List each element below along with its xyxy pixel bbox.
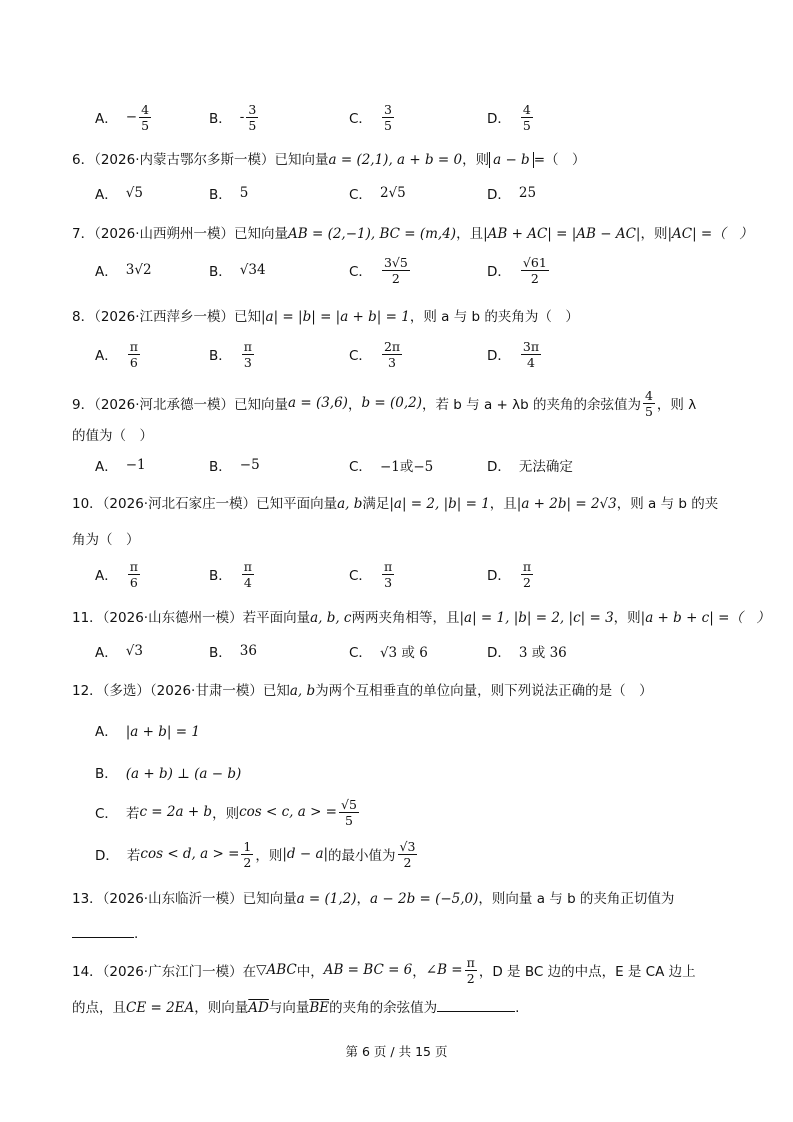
page-footer: 第 6 页 / 共 15 页 (345, 1044, 448, 1059)
question-10: 10．（2026·河北石家庄一模）已知平面向量a, b满足|a| = 2, |b| = 1，且|a + 2b| = 2√3，则 a 与 b 的夹 (72, 496, 719, 512)
q10-option-a[interactable]: A． $\frac{\pi}{6}$ (95, 558, 138, 590)
q11-option-b[interactable]: B． 36 (209, 643, 257, 661)
question-8: 8．（2026·江西萍乡一模）已知|a| = |b| = |a + b| = 1，则 a 与 b 的夹角为（ ） (72, 309, 579, 325)
question-13: 13．（2026·山东临沂一模）已知向量a = (1,2)，a − 2b = (−5,0)，则向量 a 与 b 的夹角正切值为 (72, 891, 675, 907)
question-14-line2: 的点，且CE = 2EA，则向量$\overline{AD}$与向量$\overline{BE}$的夹角的余弦值为 . (72, 1000, 520, 1016)
question-12: 12．（多选）（2026·甘肃一模）已知a, b为两个互相垂直的单位向量，则下列说法正确的是（ ） (72, 683, 653, 699)
q6-options (95, 176, 655, 210)
q9-option-a[interactable]: A． −1 (95, 457, 146, 475)
question-14: 14．（2026·广东江门一模）在 ▽ABC 中， AB = BC = 6 ， ∠B = $\frac{\pi}{2}$ ，D 是 BC 边的中点，E 是 CA 边上 (72, 954, 696, 986)
q9-option-b[interactable]: B． −5 (209, 457, 260, 475)
q12-option-c[interactable]: C． 若 c = 2a + b ，则 cos < c, a > = $\frac{√5}{5}$ (95, 796, 357, 828)
q9-option-c[interactable]: C． −1或−5 (349, 459, 434, 475)
q7-option-b[interactable]: B． √34 (209, 262, 266, 280)
q10-options (95, 557, 655, 591)
q11-options (95, 634, 655, 668)
q11-option-c[interactable]: C． √3 或 6 (349, 645, 428, 661)
q6-option-b[interactable]: B． 5 (209, 185, 249, 203)
q5-option-c[interactable]: C． $\frac{3}{5}$ (349, 101, 392, 133)
question-6: 6．（2026·内蒙古鄂尔多斯一模）已知向量a = (2,1), a + b = 0，则 a − b =（ ） (72, 152, 586, 168)
q11-option-a[interactable]: A． √3 (95, 643, 143, 661)
q6-option-d[interactable]: D． 25 (487, 185, 537, 203)
q5-option-b[interactable]: B． - $\frac{3}{5}$ (209, 101, 257, 133)
q10-option-b[interactable]: B． $\frac{\pi}{4}$ (209, 558, 252, 590)
question-10-line2: 角为（ ） (72, 532, 140, 548)
q7-option-d[interactable]: D． $\frac{√61}{2}$ (487, 254, 547, 286)
q10-option-d[interactable]: D． $\frac{\pi}{2}$ (487, 558, 532, 590)
q10-option-c[interactable]: C． $\frac{\pi}{3}$ (349, 558, 393, 590)
question-9-line2: 的值为（ ） (72, 428, 153, 444)
answer-blank[interactable] (437, 999, 515, 1012)
q12-option-d[interactable]: D． 若 cos < d, a > = $\frac{1}{2}$ ，则 |d − a| 的最小值为 $\frac{√3}{2}$ (95, 838, 416, 870)
answer-blank[interactable] (72, 925, 134, 938)
q9-options (95, 448, 655, 482)
question-13-answer: . (72, 925, 733, 942)
q5-option-d[interactable]: D． $\frac{4}{5}$ (487, 101, 531, 133)
q9-option-d[interactable]: D． 无法确定 (487, 459, 573, 475)
q7-option-c[interactable]: C． $\frac{3√5}{2}$ (349, 254, 408, 286)
q5-options (95, 100, 655, 134)
q7-options (95, 253, 655, 287)
q8-option-d[interactable]: D． $\frac{3\pi}{4}$ (487, 338, 540, 370)
q12-option-b[interactable]: B． (a + b) ⊥ (a − b) (95, 766, 242, 782)
q8-option-c[interactable]: C． $\frac{2\pi}{3}$ (349, 338, 401, 370)
question-7: 7．（2026·山西朔州一模）已知向量AB = (2,−1), BC = (m,4)，且|AB + AC| = |AB − AC|，则|AC| =（ ） (72, 226, 753, 242)
question-11: 11．（2026·山东德州一模）若平面向量a, b, c两两夹角相等，且|a| = 1, |b| = 2, |c| = 3，则|a + b + c| =（ ） (72, 610, 770, 626)
q8-option-b[interactable]: B． $\frac{\pi}{3}$ (209, 338, 252, 370)
question-9: 9．（2026·河北承德一模）已知向量 a = (3,6) ， b = (0,2) ，若 b 与 a + λb 的夹角的余弦值为 $\frac{4}{5}$ ，则 λ (72, 387, 697, 419)
q8-options (95, 337, 655, 371)
q8-option-a[interactable]: A． $\frac{\pi}{6}$ (95, 338, 138, 370)
q5-option-a[interactable]: A． − $\frac{4}{5}$ (95, 101, 150, 133)
q6-option-c[interactable]: C． 2√5 (349, 185, 406, 203)
q11-option-d[interactable]: D． 3 或 36 (487, 645, 567, 661)
q12-option-a[interactable]: A． |a + b| = 1 (95, 724, 200, 740)
q7-option-a[interactable]: A． 3√2 (95, 262, 152, 280)
q6-option-a[interactable]: A． √5 (95, 185, 143, 203)
